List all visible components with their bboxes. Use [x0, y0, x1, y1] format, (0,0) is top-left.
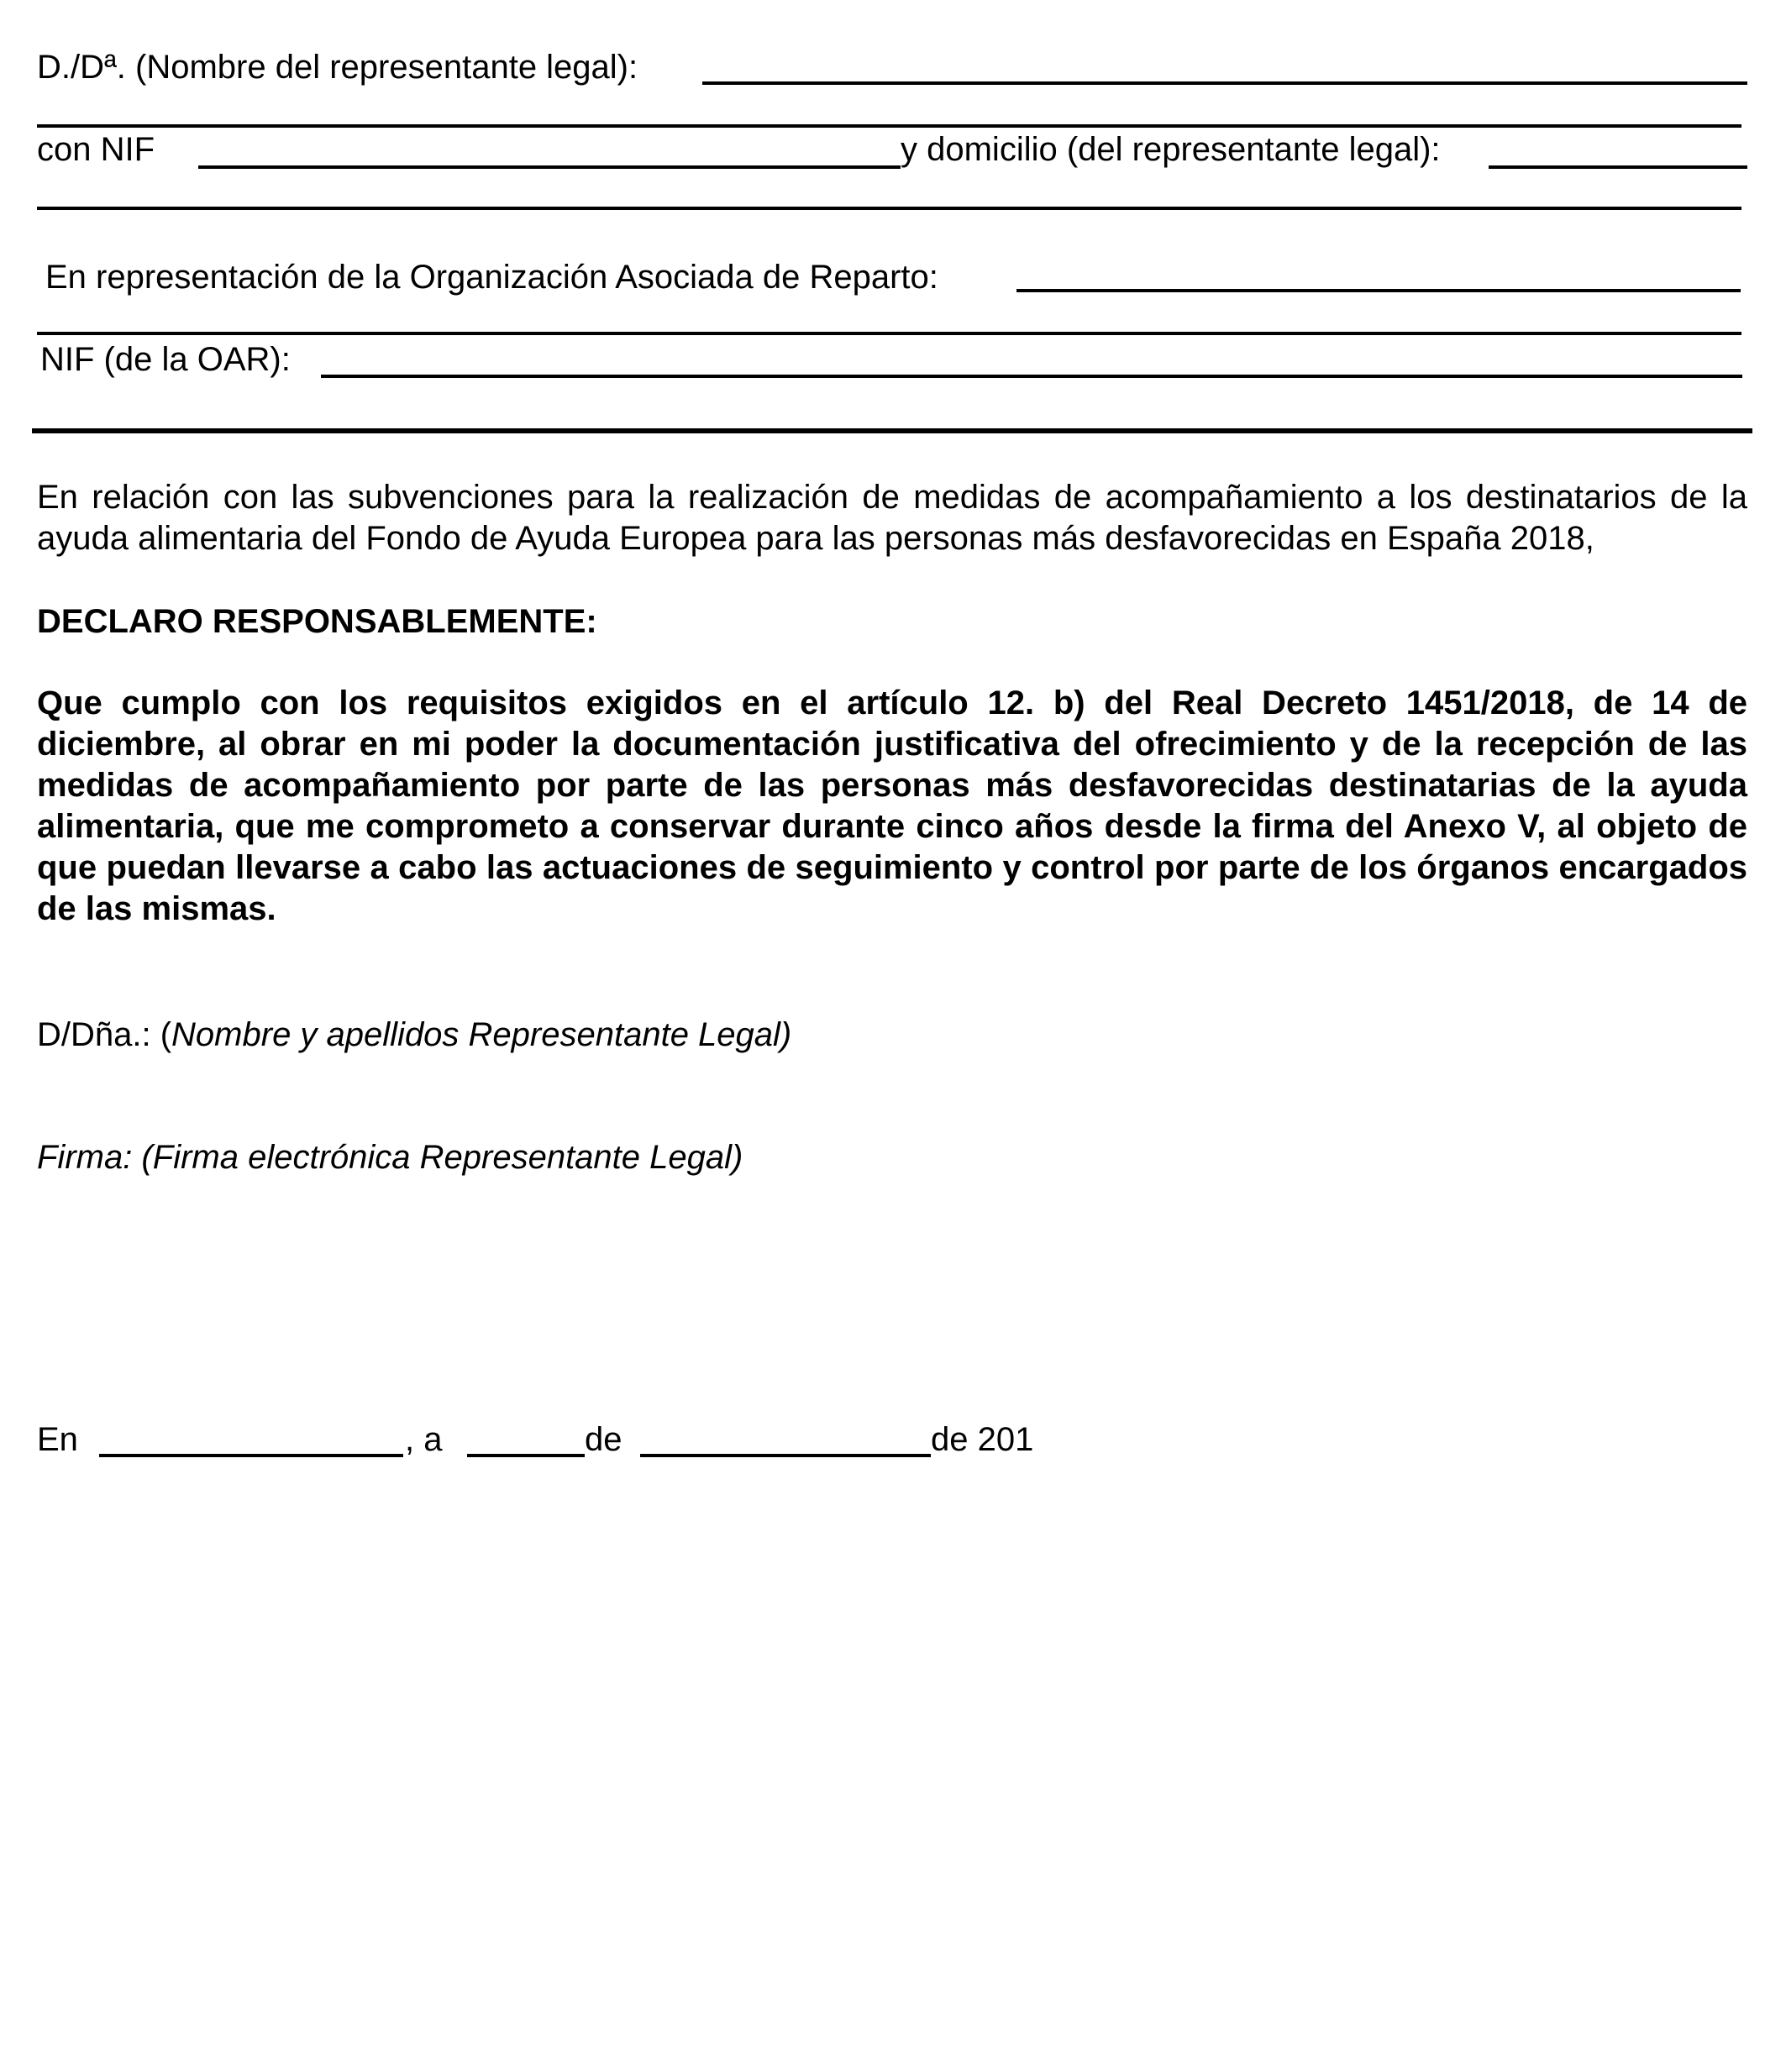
month-prefix: de [585, 1421, 622, 1458]
address-label: y domicilio (del representante legal): [901, 131, 1441, 168]
month-field[interactable] [640, 1454, 931, 1457]
place-field[interactable] [99, 1454, 403, 1457]
representative-address-field[interactable] [1489, 165, 1747, 169]
signatory-name-line [37, 1015, 791, 1055]
organization-name-field[interactable] [1016, 289, 1741, 292]
declaration-heading: DECLARO RESPONSABLEMENTE: [37, 603, 597, 640]
representative-name-continuation-field[interactable] [37, 124, 1741, 128]
representative-address-continuation-field[interactable] [37, 207, 1741, 210]
representative-name-label: D./Dª. (Nombre del representante legal): [37, 49, 638, 86]
nif-label: con NIF [37, 131, 155, 168]
place-prefix: En [37, 1421, 78, 1458]
signatory-name-placeholder: Nombre y apellidos Representante Legal) [171, 1016, 792, 1053]
day-field[interactable] [467, 1454, 585, 1457]
section-divider [32, 428, 1752, 433]
signature-line: Firma: (Firma electrónica Representante Legal) [37, 1139, 743, 1176]
representative-name-field[interactable] [702, 81, 1747, 85]
oar-nif-label: NIF (de la OAR): [40, 341, 291, 378]
signatory-name-prefix: D/Dña.: ( [37, 1016, 172, 1053]
intro-paragraph: En relación con las subvenciones para la realización de medidas de acompañamiento a los destinatarios de la ayuda alimentaria del Fondo de Ayuda Europea para las personas más desfavorecidas en España 2018, [37, 479, 1747, 557]
representative-nif-field[interactable] [198, 165, 901, 169]
organization-name-continuation-field[interactable] [37, 332, 1741, 335]
organization-label: En representación de la Organización Asociada de Reparto: [45, 259, 938, 296]
oar-nif-field[interactable] [321, 375, 1742, 378]
year-prefix: de 201 [931, 1421, 1034, 1458]
day-prefix: , a [405, 1421, 443, 1458]
declaration-paragraph: Que cumplo con los requisitos exigidos en el artículo 12. b) del Real Decreto 1451/2018, de 14 de diciembre, al obrar en mi poder la documentación justificativa del ofrecimiento y de la recepción de las medidas de acompañamiento por parte de las personas más desfavorecidas destinatarias de la ayuda alimentaria, que me comprometo a conservar durante cinco años desde la firma del Anexo V, al objeto de que puedan llevarse a cabo las actuaciones de seguimiento y control por parte de los órganos encargados de las mismas. [37, 685, 1747, 927]
